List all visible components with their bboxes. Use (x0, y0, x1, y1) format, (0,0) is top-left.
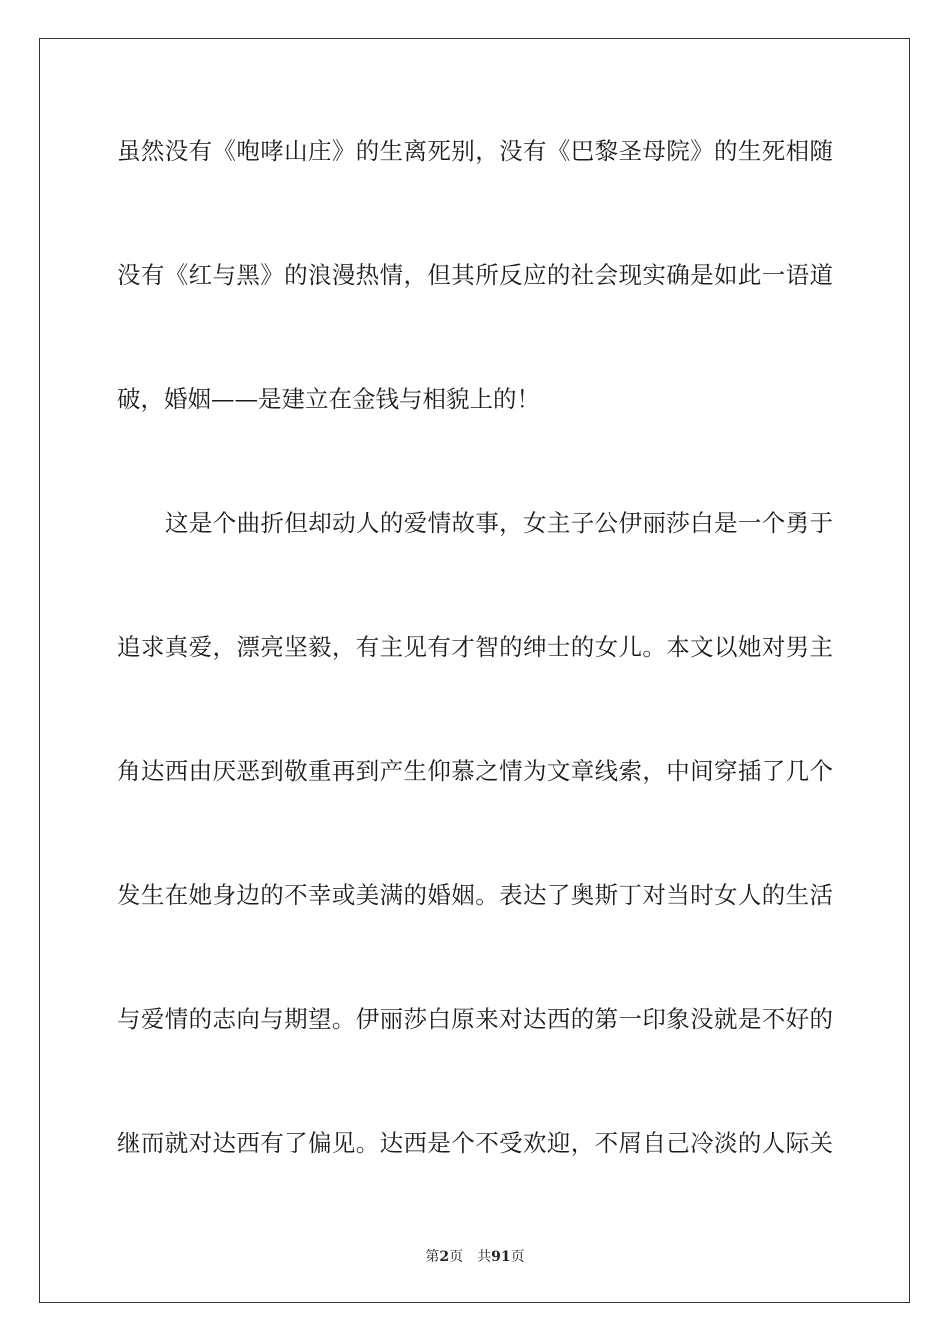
footer-total-prefix: 共 (477, 1249, 492, 1265)
footer-page-number: 2 (439, 1249, 450, 1265)
body-text-line: 破，婚姻——是建立在金钱与相貌上的！ (117, 385, 540, 413)
body-text-line: 虽然没有《咆哮山庄》的生离死别，没有《巴黎圣母院》的生死相随 (117, 137, 833, 165)
body-text-line: 与爱情的志向与期望。伊丽莎白原来对达西的第一印象没就是不好的 (117, 1005, 833, 1033)
body-text-line: 角达西由厌恶到敬重再到产生仰慕之情为文章线索，中间穿插了几个 (117, 757, 833, 785)
footer-total-pages: 91 (491, 1249, 511, 1265)
body-text-line: 发生在她身边的不幸或美满的婚姻。表达了奥斯丁对当时女人的生活 (117, 881, 833, 909)
body-text-line: 继而就对达西有了偏见。达西是个不受欢迎，不屑自己冷淡的人际关 (117, 1129, 833, 1157)
body-text-line: 追求真爱，漂亮坚毅，有主见有才智的绅士的女儿。本文以她对男主 (117, 633, 833, 661)
footer-page-suffix: 页 (449, 1249, 464, 1265)
page-border (39, 38, 910, 1303)
page-footer (0, 1248, 950, 1266)
body-text-line: 这是个曲折但却动人的爱情故事，女主子公伊丽莎白是一个勇于 (165, 509, 833, 537)
body-text-line: 没有《红与黑》的浪漫热情，但其所反应的社会现实确是如此一语道 (117, 261, 833, 289)
footer-total-suffix: 页 (510, 1249, 525, 1265)
footer-page-prefix: 第 (425, 1249, 440, 1265)
